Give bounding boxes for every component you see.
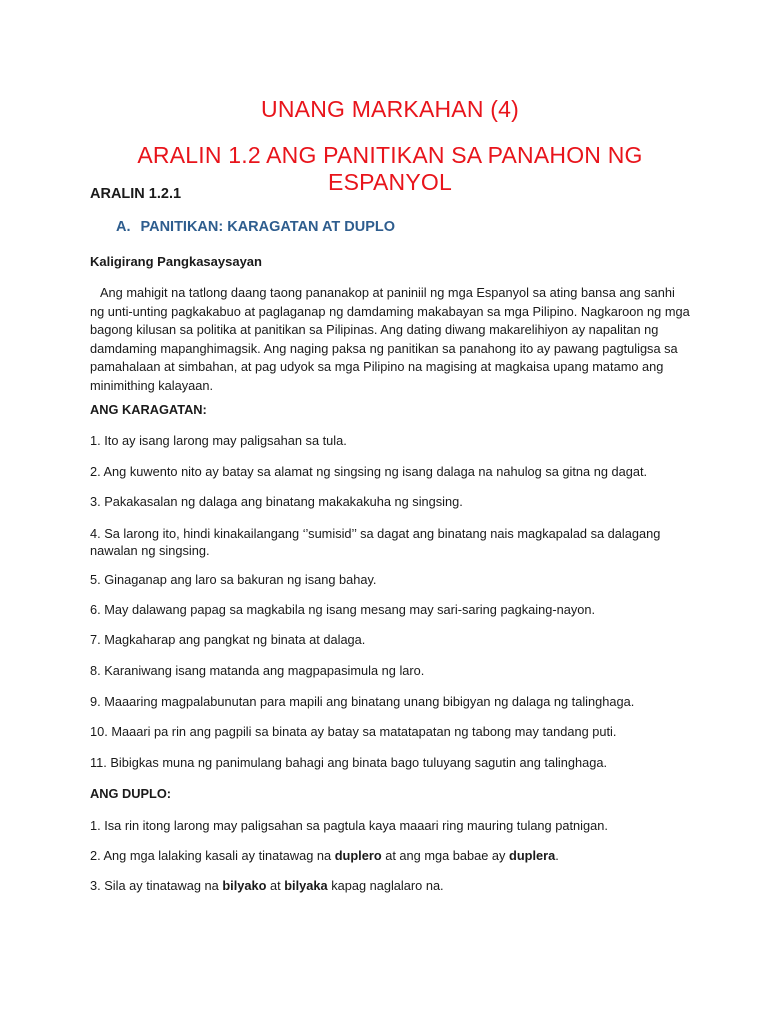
list-item: 7. Magkaharap ang pangkat ng binata at dalaga. — [90, 632, 366, 647]
list-item: 1. Ito ay isang larong may paligsahan sa tula. — [90, 433, 347, 448]
list-item: 10. Maaari pa rin ang pagpili sa binata ay batay sa matatapatan ng tabong may tandang puti. — [90, 724, 617, 739]
text-run: kapag naglalaro na. — [327, 878, 444, 893]
term-bilyako: bilyako — [222, 878, 267, 893]
list-item: 9. Maaaring magpalabunutan para mapili ang binatang unang bibigyan ng dalaga ng talinghaga. — [90, 694, 635, 709]
background-paragraph-text: Ang mahigit na tatlong daang taong pananakop at paniniil ng mga Espanyol sa ating bansa ang sanhi ng unti-unting pagkakabuo at paglaganap ng damdaming makabayan sa mga Pilipino. Nagkaroon ng mga bagong kilusan sa politika at panitikan sa Pilipinas. Ang dating diwang makarelihiyon ay napalitan ng damdaming mapanghimagsik. Ang naging paksa ng panitikan sa panahong ito ay pawang pagtuligsa sa pamahalaan at simbahan, at pag udyok sa mga Pilipino na magising at magkaisa upang matamo ang minimithing kalayaan. — [90, 285, 690, 393]
text-run: 2. Ang mga lalaking kasali ay tinatawag na — [90, 848, 335, 863]
text-run: at ang mga babae ay — [381, 848, 509, 863]
quarter-title: UNANG MARKAHAN (4) — [261, 96, 519, 122]
background-heading: Kaligirang Pangkasaysayan — [90, 254, 262, 269]
term-duplero: duplero — [334, 848, 382, 863]
lesson-title: ARALIN 1.2 ANG PANITIKAN SA PANAHON NG ESPANYOL — [137, 142, 643, 195]
term-duplera: duplera — [509, 848, 556, 863]
list-item: 3. Pakakasalan ng dalaga ang binatang makakakuha ng singsing. — [90, 494, 463, 509]
duplo-heading: ANG DUPLO: — [90, 786, 172, 801]
lesson-subheading: ARALIN 1.2.1 — [90, 186, 182, 202]
text-run: 3. Sila ay tinatawag na — [90, 878, 223, 893]
list-item — [90, 848, 559, 863]
list-item — [90, 878, 444, 893]
list-item: 4. Sa larong ito, hindi kinakailangang ‘’sumisid’’ sa dagat ang binatang nais magkapalad sa dalagang nawalan ng singsing. — [90, 526, 661, 558]
list-item: 8. Karaniwang isang matanda ang magpapasimula ng laro. — [90, 663, 425, 678]
list-item: 11. Bibigkas muna ng panimulang bahagi ang binata bago tuluyang sagutin ang talinghaga. — [90, 755, 608, 770]
list-item: 6. May dalawang papag sa magkabila ng isang mesang may sari-saring pagkaing-nayon. — [90, 602, 596, 617]
section-label: PANITIKAN: KARAGATAN AT DUPLO — [140, 219, 396, 235]
term-bilyaka: bilyaka — [284, 878, 328, 893]
background-paragraph — [90, 284, 690, 396]
list-item: 2. Ang kuwento nito ay batay sa alamat ng singsing ng isang dalaga na nahulog sa gitna ng dagat. — [90, 464, 648, 479]
list-item: 1. Isa rin itong larong may paligsahan sa pagtula kaya maaari ring mauring tulang patnigan. — [90, 818, 608, 833]
list-item: 5. Ginaganap ang laro sa bakuran ng isang bahay. — [90, 572, 377, 587]
section-letter: A. — [116, 219, 131, 235]
section-a-heading — [116, 219, 395, 235]
text-run: . — [555, 848, 559, 863]
karagatan-heading: ANG KARAGATAN: — [90, 402, 207, 417]
text-run: at — [266, 878, 285, 893]
